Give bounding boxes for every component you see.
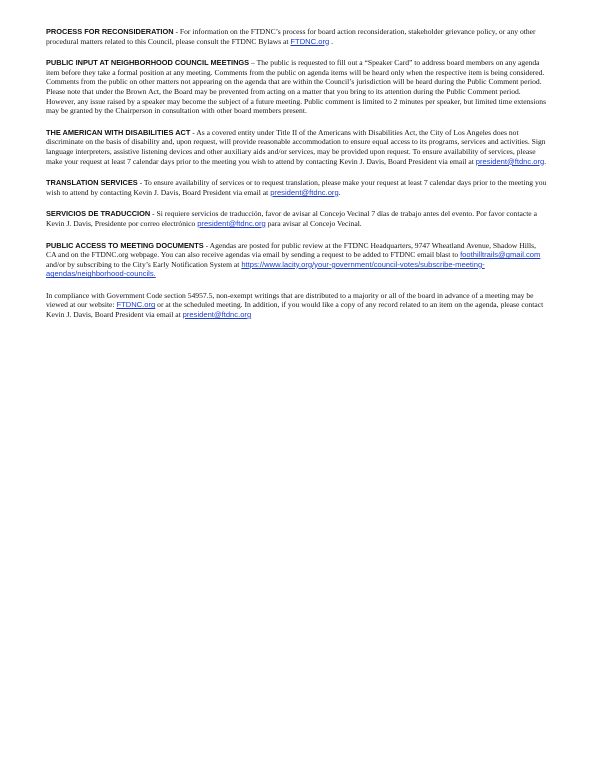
section-text: – The public is requested to fill out a “Speaker Card” to address board members on any agenda item before they take a formal position at any meeting. Comments from the public on agenda items will be heard only when the respective item is being considered. Comments from the public on other matters not appearing on the agenda that are within the Council’s jurisdiction will be heard during the Public Comment period. Please note that under the Brown Act, the Board may be prevented from acting on a matter that you bring to its attention during the Public Comment period. However, any issue raised by a speaker may become the subject of a future meeting. Public comment is limited to 2 minutes per speaker, but limited time extensions may be granted by the Chairperson in consultation with other board members present.	[46, 58, 547, 116]
section-heading: PROCESS FOR RECONSIDERATION	[46, 27, 174, 36]
section-text: In compliance with Government Code section 54957.5, non-exempt writings that are distributed to a majority or all of the board in advance of a meeting may be viewed at our website:	[46, 290, 534, 310]
president-email-link[interactable]: president@ftdnc.org	[475, 156, 545, 166]
section-servicios	[46, 209, 547, 228]
section-text: and/or by subscribing to the City’s Early Notification System at	[46, 259, 242, 269]
website-link[interactable]: FTDNC.org	[116, 300, 156, 310]
section-heading: SERVICIOS DE TRADUCCION	[46, 209, 151, 219]
notification-system-link[interactable]: https://www.lacity.org/your-government/council-votes/subscribe-meeting-agendas/neighborhood-councils.	[46, 259, 485, 279]
section-text: - For information on the FTDNC’s process for board action reconsideration, stakeholder grievance policy, or any other procedural matters related to this Council, please consult the FTDNC Bylaws at	[46, 27, 536, 46]
section-ada	[46, 128, 547, 166]
president-email-link[interactable]: president@ftdnc.org	[270, 187, 339, 197]
section-text: .	[329, 36, 334, 46]
section-text: - Agendas are posted for public review at the FTDNC Headquarters, 9747 Wheatland Avenue, Shadow Hills, CA and on the FTDNC.org webpage. You can also receive agendas via email by sending a request to be added to FTDNC email blast to	[46, 240, 536, 260]
section-text: .	[338, 187, 341, 197]
section-text: - As a covered entity under Title II of the Americans with Disabilities Act, the City of Los Angeles does not discriminate on the basis of disability and, upon request, will provide reasonable accommodation to ensure equal access to its programs, services and activities. Sign language interpreters, assistive listening devices and other auxiliary aids and/or services, may be provided upon request. To ensure availability of services, please make your request at least 7 calendar days prior to the meeting you wish to attend by contacting Kevin J. Davis, Board President via email at	[46, 127, 546, 166]
section-text: or at the scheduled meeting. In addition, if you would like a copy of any record related to an item on the agenda, please contact Kevin J. Davis, Board President via email at	[46, 300, 544, 320]
president-email-link[interactable]: president@ftdnc.org	[182, 310, 252, 320]
section-text: para avisar al Concejo Vecinal.	[265, 218, 362, 228]
section-compliance	[46, 291, 547, 320]
section-public-input	[46, 58, 547, 116]
section-text: - Si requiere servicios de traducción, favor de avisar al Concejo Vecinal 7 días de trabajo antes del evento. Por favor contacte a Kevin J. Davis, Presidente por correo electrónico	[46, 209, 537, 228]
section-heading: PUBLIC INPUT AT NEIGHBORHOOD COUNCIL MEETINGS	[46, 58, 250, 68]
section-public-access	[46, 241, 547, 279]
section-heading: THE AMERICAN WITH DISABILITIES ACT	[46, 127, 191, 137]
president-email-link[interactable]: president@ftdnc.org	[197, 218, 266, 228]
email-blast-link[interactable]: foothilltrails@gmail.com	[460, 250, 541, 260]
section-heading: TRANSLATION SERVICES	[46, 178, 138, 188]
section-text: .	[544, 156, 547, 166]
section-translation	[46, 178, 547, 197]
section-heading: PUBLIC ACCESS TO MEETING DOCUMENTS	[46, 240, 204, 250]
bylaws-link[interactable]: FTDNC.org	[290, 36, 330, 46]
section-text: - To ensure availability of services or to request translation, please make your request at least 7 calendar days prior to the meeting you wish to attend by contacting Kevin J. Davis, Board President via email at	[46, 178, 547, 197]
section-reconsideration	[46, 27, 547, 46]
